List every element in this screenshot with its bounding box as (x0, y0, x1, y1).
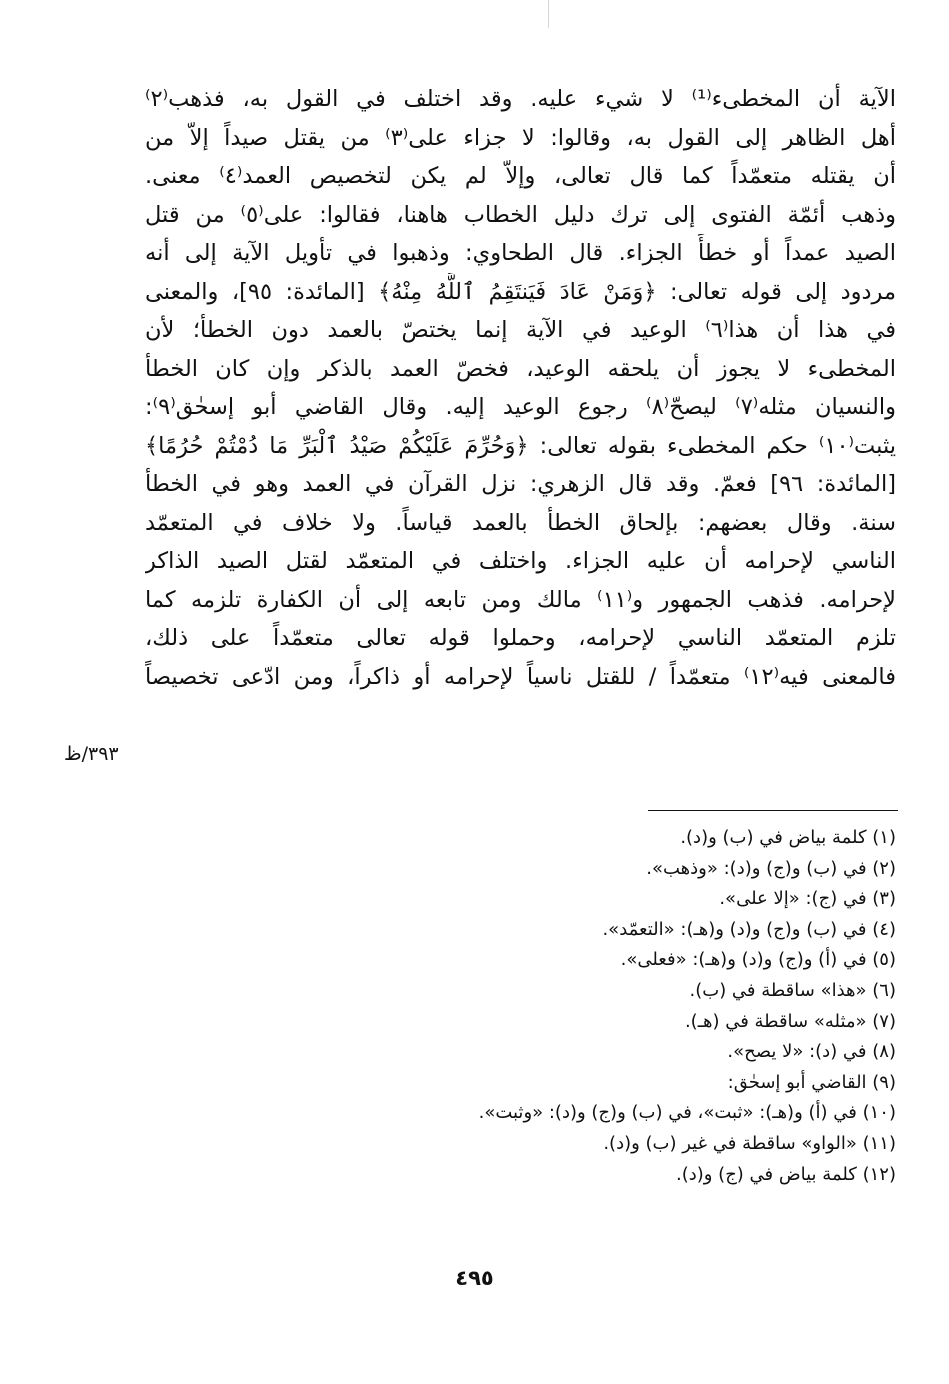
footnote-item: (٤) في (ب) و(ج) و(د) و(هـ): «التعمّد». (602, 918, 896, 940)
text-line: يثبت⁽١٠⁾ حكم المخطىء بقوله تعالى: ﴿وَحُرِّمَ عَلَيْكُمْ صَيْدُ ٱلْبَرِّ مَا دُمْتُمْ حُرُمًا﴾ (145, 432, 896, 459)
footnote-item: (١١) «الواو» ساقطة في غير (ب) و(د). (603, 1132, 896, 1154)
footnote-item: (١) كلمة بياض في (ب) و(د). (680, 827, 896, 848)
text-line: الناسي لإحرامه أن عليه الجزاء. واختلف في المتعمّد لقتل الصيد الذاكر (145, 548, 896, 574)
manuscript-folio-marker: ٣٩٣/ظ (64, 743, 119, 765)
footnote-item: (٧) «مثله» ساقطة في (هـ). (684, 1010, 896, 1032)
text-line: والنسيان مثله⁽٧⁾ ليصحّ⁽٨⁾ رجوع الوعيد إليه. وقال القاضي أبو إسحٰق⁽٩⁾: (145, 394, 896, 420)
footnote-item: (١٠) في (أ) و(هـ): «ثبت»، في (ب) و(ج) و(د): «وثبت». (478, 1102, 896, 1124)
footnote-item: (٦) «هذا» ساقطة في (ب). (689, 979, 896, 1001)
text-line: أن يقتله متعمّداً كما قال تعالى، وإلاّ لم يكن لتخصيص العمد⁽٤⁾ معنى. (145, 163, 896, 189)
text-line: الآية أن المخطىء⁽¹⁾ لا شيء عليه. وقد اختلف في القول به، فذهب⁽٢⁾ (145, 86, 896, 112)
footnote-item: (٣) في (ج): «إلا على». (719, 888, 896, 910)
text-line: وذهب أئمّة الفتوى إلى ترك دليل الخطاب هاهنا، فقالوا: على⁽٥⁾ من قتل (145, 201, 896, 228)
page-number: ٤٩٥ (455, 1266, 494, 1290)
scan-edge-mark (548, 0, 551, 28)
footnote-item: (١٢) كلمة بياض في (ج) و(د). (675, 1163, 896, 1185)
footnotes (300, 823, 896, 1190)
text-line: المخطىء لا يجوز أن يلحقه الوعيد، فخصّ العمد بالذكر وإن كان الخطأ (145, 355, 896, 382)
text-line: مردود إلى قوله تعالى: ﴿وَمَنْ عَادَ فَيَنتَقِمُ ٱللَّهُ مِنْهُ﴾ [المائدة: ٩٥]، والمعنى (145, 278, 896, 305)
text-line: تلزم المتعمّد الناسي لإحرامه، وحملوا قوله تعالى متعمّداً على ذلك، (145, 625, 896, 651)
footnote-item: (٨) في (د): «لا يصح». (727, 1041, 896, 1063)
text-line: فالمعنى فيه⁽١٢⁾ متعمّداً / للقتل ناسياً لإحرامه أو ذاكراً، ومن ادّعى تخصيصاً (145, 663, 896, 690)
footnote-item: (٩) القاضي أبو إسحٰق: (727, 1071, 896, 1093)
text-line: أهل الظاهر إلى القول به، وقالوا: لا جزاء على⁽٣⁾ من يقتل صيداً إلاّ من (145, 124, 896, 151)
footnote-divider (648, 810, 898, 811)
text-line: [المائدة: ٩٦] فعمّ. وقد قال الزهري: نزل القرآن في العمد وهو في الخطأ (145, 471, 896, 497)
text-line: سنة. وقال بعضهم: بإلحاق الخطأ بالعمد قياساً. ولا خلاف في المتعمّد (145, 509, 896, 536)
text-line: الصيد عمداً أو خطأً الجزاء. قال الطحاوي: وذهبوا في تأويل الآية إلى أنه (145, 240, 896, 266)
footnote-item: (٢) في (ب) و(ج) و(د): «وذهب». (646, 857, 896, 879)
footnote-item: (٥) في (أ) و(ج) و(د) و(هـ): «فعلى». (620, 949, 896, 971)
main-text (145, 80, 896, 696)
text-line: في هذا أن هذا⁽٦⁾ الوعيد في الآية إنما يختصّ بالعمد دون الخطأ؛ لأن (145, 317, 896, 343)
text-line: لإحرامه. فذهب الجمهور و⁽١١⁾ مالك ومن تابعه إلى أن الكفارة تلزمه كما (145, 586, 896, 613)
